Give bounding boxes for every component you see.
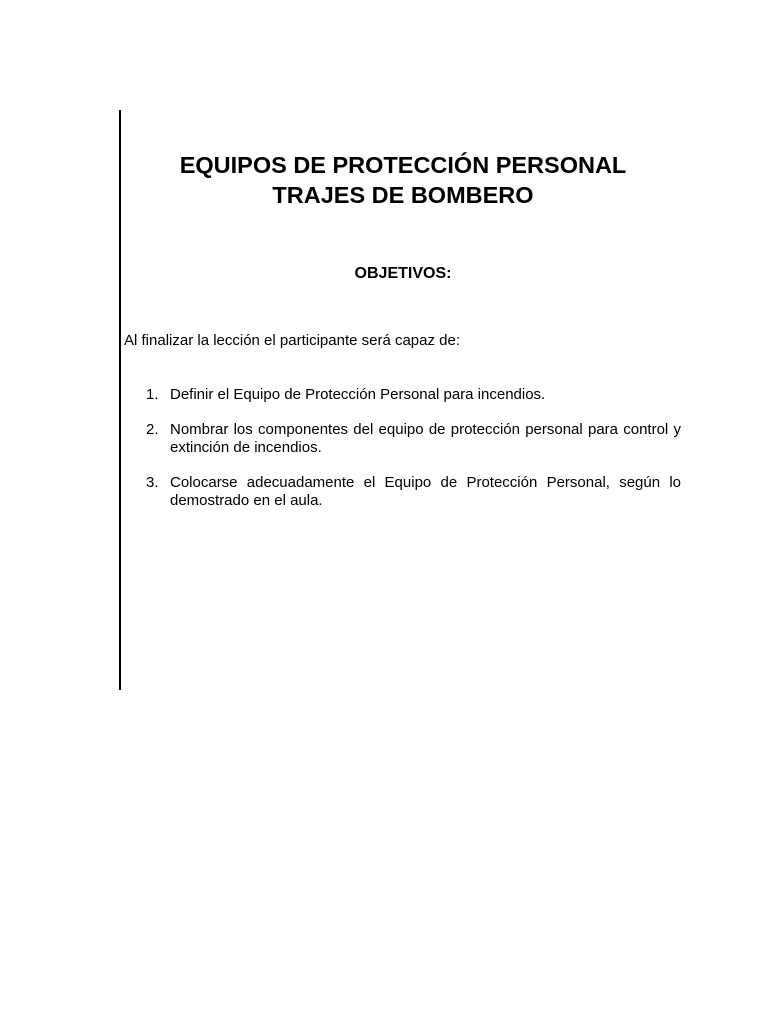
objective-text: Colocarse adecuadamente el Equipo de Protección Personal, según lo demostrado en el aula.: [170, 474, 681, 509]
objective-item-2: [140, 421, 681, 457]
objective-item-1: [140, 386, 681, 404]
objective-text: Nombrar los componentes del equipo de protección personal para control y extinción de incendios.: [170, 421, 681, 456]
title-line-1: EQUIPOS DE PROTECCIÓN PERSONAL: [179, 152, 627, 178]
document-title: [124, 150, 682, 210]
objective-text: Definir el Equipo de Protección Personal para incendios.: [170, 386, 546, 403]
objective-number: 3.: [146, 474, 159, 491]
title-line-2: TRAJES DE BOMBERO: [272, 182, 534, 208]
objectives-list: [140, 386, 681, 527]
objective-number: 2.: [146, 421, 159, 438]
objectives-heading: OBJETIVOS:: [354, 265, 452, 282]
vertical-margin-rule: [119, 110, 121, 690]
intro-paragraph: Al finalizar la lección el participante será capaz de:: [124, 332, 461, 349]
objective-number: 1.: [146, 386, 159, 403]
objective-item-3: [140, 474, 681, 510]
